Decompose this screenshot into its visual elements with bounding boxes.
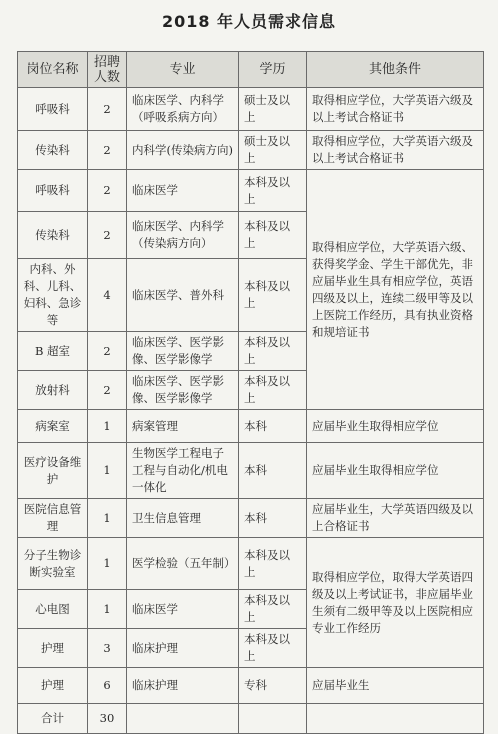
cell-count: 2	[88, 88, 127, 131]
cell-education: 本科及以上	[239, 259, 307, 332]
table-row	[18, 668, 484, 704]
cell-count: 3	[88, 629, 127, 668]
cell-count: 4	[88, 259, 127, 332]
cell-major	[127, 704, 239, 734]
cell-other: 应届毕业生	[307, 668, 484, 704]
cell-major: 卫生信息管理	[127, 499, 239, 538]
cell-count: 1	[88, 590, 127, 629]
cell-major: 临床医学、医学影像、医学影像学	[127, 332, 239, 371]
cell-post: 病案室	[18, 410, 88, 443]
cell-count: 1	[88, 410, 127, 443]
table-row	[18, 443, 484, 499]
table-header-row	[18, 52, 484, 88]
cell-major: 内科学(传染病方向)	[127, 131, 239, 170]
recruitment-table	[17, 51, 484, 734]
cell-count: 2	[88, 212, 127, 259]
table-row	[18, 88, 484, 131]
cell-education: 本科及以上	[239, 538, 307, 590]
cell-education: 硕士及以上	[239, 88, 307, 131]
cell-other-merged: 取得相应学位，大学英语六级、获得奖学金、学生干部优先，非应届毕业生具有相应学位，英语四级及以上，连续二级甲等及以上医院工作经历，具有执业资格和规培证书	[307, 170, 484, 410]
cell-count: 1	[88, 538, 127, 590]
cell-major: 生物医学工程电子工程与自动化/机电一体化	[127, 443, 239, 499]
cell-post: 合计	[18, 704, 88, 734]
cell-post: 呼吸科	[18, 88, 88, 131]
cell-count: 1	[88, 499, 127, 538]
table-row	[18, 170, 484, 212]
cell-count: 6	[88, 668, 127, 704]
cell-count: 2	[88, 332, 127, 371]
cell-education	[239, 704, 307, 734]
header-post: 岗位名称	[18, 52, 88, 88]
cell-major: 临床护理	[127, 668, 239, 704]
cell-other	[307, 704, 484, 734]
cell-other: 应届毕业生取得相应学位	[307, 443, 484, 499]
page-title: 2018 年人员需求信息	[161, 12, 337, 31]
cell-post: 传染科	[18, 212, 88, 259]
cell-other-merged: 取得相应学位，取得大学英语四级及以上考试证书，非应届毕业生须有二级甲等及以上医院相应专业工作经历	[307, 538, 484, 668]
table-row	[18, 131, 484, 170]
cell-education: 硕士及以上	[239, 131, 307, 170]
table-row	[18, 499, 484, 538]
cell-other: 应届毕业生取得相应学位	[307, 410, 484, 443]
cell-post: 护理	[18, 668, 88, 704]
cell-post: B 超室	[18, 332, 88, 371]
cell-major: 临床医学、普外科	[127, 259, 239, 332]
cell-post: 呼吸科	[18, 170, 88, 212]
cell-other: 取得相应学位，大学英语六级及以上考试合格证书	[307, 131, 484, 170]
cell-major: 临床医学	[127, 170, 239, 212]
cell-major: 医学检验（五年制）	[127, 538, 239, 590]
cell-education: 本科及以上	[239, 371, 307, 410]
cell-post: 医疗设备维护	[18, 443, 88, 499]
cell-education: 本科	[239, 410, 307, 443]
header-other: 其他条件	[307, 52, 484, 88]
cell-post: 传染科	[18, 131, 88, 170]
cell-education: 本科及以上	[239, 332, 307, 371]
cell-post: 医院信息管理	[18, 499, 88, 538]
header-count: 招聘人数	[88, 52, 127, 88]
header-education: 学历	[239, 52, 307, 88]
cell-major: 临床护理	[127, 629, 239, 668]
cell-education: 专科	[239, 668, 307, 704]
cell-other: 取得相应学位，大学英语六级及以上考试合格证书	[307, 88, 484, 131]
cell-major: 临床医学	[127, 590, 239, 629]
cell-major: 临床医学、内科学（呼吸系病方向）	[127, 88, 239, 131]
cell-education: 本科	[239, 443, 307, 499]
cell-major: 临床医学、医学影像、医学影像学	[127, 371, 239, 410]
cell-count: 30	[88, 704, 127, 734]
table-row	[18, 538, 484, 590]
cell-other: 应届毕业生，大学英语四级及以上合格证书	[307, 499, 484, 538]
cell-post: 放射科	[18, 371, 88, 410]
cell-major: 临床医学、内科学（传染病方向）	[127, 212, 239, 259]
header-major: 专业	[127, 52, 239, 88]
cell-post: 护理	[18, 629, 88, 668]
cell-count: 2	[88, 131, 127, 170]
cell-education: 本科及以上	[239, 590, 307, 629]
cell-post: 心电图	[18, 590, 88, 629]
cell-count: 2	[88, 371, 127, 410]
cell-education: 本科及以上	[239, 629, 307, 668]
cell-major: 病案管理	[127, 410, 239, 443]
cell-education: 本科及以上	[239, 170, 307, 212]
cell-post: 内科、外科、儿科、妇科、急诊等	[18, 259, 88, 332]
cell-count: 2	[88, 170, 127, 212]
table-total-row	[18, 704, 484, 734]
cell-education: 本科	[239, 499, 307, 538]
cell-count: 1	[88, 443, 127, 499]
cell-post: 分子生物诊断实验室	[18, 538, 88, 590]
cell-education: 本科及以上	[239, 212, 307, 259]
table-row	[18, 410, 484, 443]
